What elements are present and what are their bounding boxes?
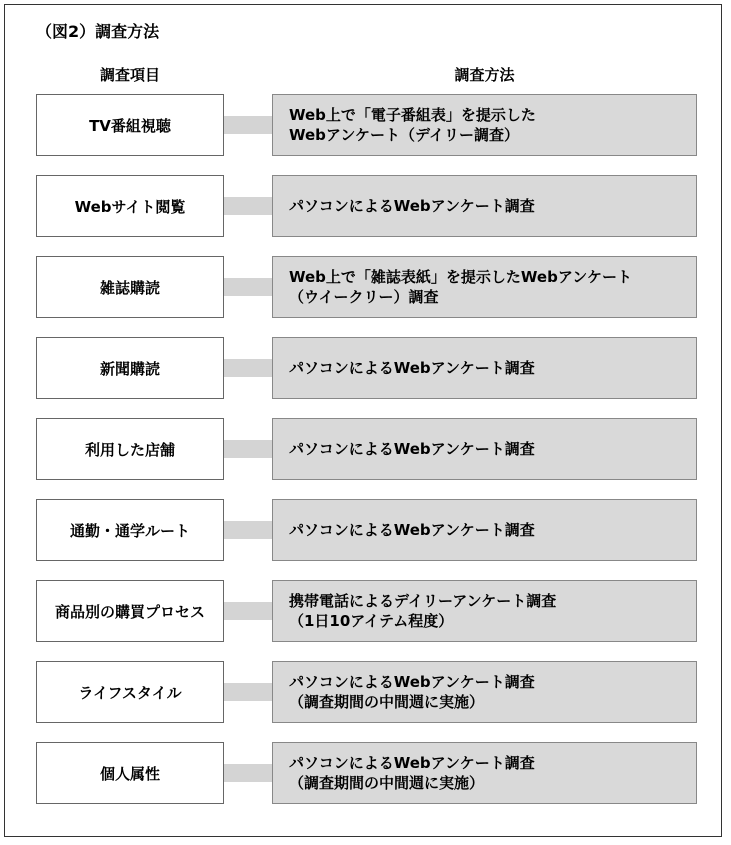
survey-item-box — [36, 742, 224, 804]
row-connector — [224, 683, 272, 701]
survey-method-box — [272, 499, 697, 561]
survey-row — [36, 175, 697, 237]
survey-row — [36, 256, 697, 318]
survey-row — [36, 580, 697, 642]
header-survey-method: 調査方法 — [454, 66, 515, 84]
survey-row — [36, 661, 697, 723]
survey-method-box — [272, 418, 697, 480]
survey-method-line: Webアンケート（デイリー調査） — [289, 126, 519, 144]
figure-title: （図2）調査方法 — [36, 22, 160, 41]
survey-item-label: 利用した店舗 — [84, 440, 175, 459]
survey-item-label: 商品別の購買プロセス — [54, 602, 205, 621]
survey-method-line: （調査期間の中間週に実施） — [289, 693, 485, 711]
survey-method-line: （調査期間の中間週に実施） — [289, 774, 485, 792]
survey-method-line: （1日10アイテム程度） — [289, 612, 454, 630]
survey-method-line: （ウイークリー）調査 — [289, 288, 439, 306]
survey-method-box — [272, 256, 697, 318]
survey-row — [36, 94, 697, 156]
survey-item-label: 通勤・通学ルート — [69, 521, 190, 540]
survey-method-box — [272, 337, 697, 399]
survey-method-line: パソコンによるWebアンケート調査 — [289, 440, 535, 458]
survey-item-box — [36, 499, 224, 561]
survey-method-box — [272, 175, 697, 237]
row-connector — [224, 359, 272, 377]
survey-method-line: パソコンによるWebアンケート調査 — [289, 521, 535, 539]
survey-method-box — [272, 94, 697, 156]
row-connector — [224, 764, 272, 782]
survey-method-line: Web上で「雑誌表紙」を提示したWebアンケート — [289, 268, 632, 286]
survey-item-label: 新聞購読 — [99, 359, 160, 378]
header-survey-item: 調査項目 — [99, 66, 160, 84]
row-connector — [224, 197, 272, 215]
survey-item-box — [36, 418, 224, 480]
survey-method-line: Web上で「電子番組表」を提示した — [289, 106, 536, 124]
row-connector — [224, 116, 272, 134]
survey-method-line: パソコンによるWebアンケート調査 — [289, 359, 535, 377]
survey-item-label: 雑誌購読 — [99, 278, 160, 297]
survey-item-label: 個人属性 — [99, 764, 160, 783]
survey-row — [36, 418, 697, 480]
survey-item-label: ライフスタイル — [78, 683, 182, 702]
survey-item-label: TV番組視聴 — [89, 116, 171, 135]
row-connector — [224, 602, 272, 620]
survey-item-box — [36, 256, 224, 318]
survey-method-box — [272, 661, 697, 723]
survey-item-label: Webサイト閲覧 — [74, 197, 186, 216]
survey-item-box — [36, 94, 224, 156]
row-connector — [224, 278, 272, 296]
survey-row — [36, 742, 697, 804]
survey-row — [36, 337, 697, 399]
survey-item-box — [36, 580, 224, 642]
survey-method-box — [272, 742, 697, 804]
survey-method-box — [272, 580, 697, 642]
survey-row — [36, 499, 697, 561]
survey-method-line: 携帯電話によるデイリーアンケート調査 — [289, 592, 557, 610]
survey-item-box — [36, 337, 224, 399]
survey-item-box — [36, 175, 224, 237]
survey-method-line: パソコンによるWebアンケート調査 — [289, 197, 535, 215]
survey-method-line: パソコンによるWebアンケート調査 — [289, 754, 535, 772]
row-connector — [224, 440, 272, 458]
survey-method-line: パソコンによるWebアンケート調査 — [289, 673, 535, 691]
row-connector — [224, 521, 272, 539]
survey-item-box — [36, 661, 224, 723]
